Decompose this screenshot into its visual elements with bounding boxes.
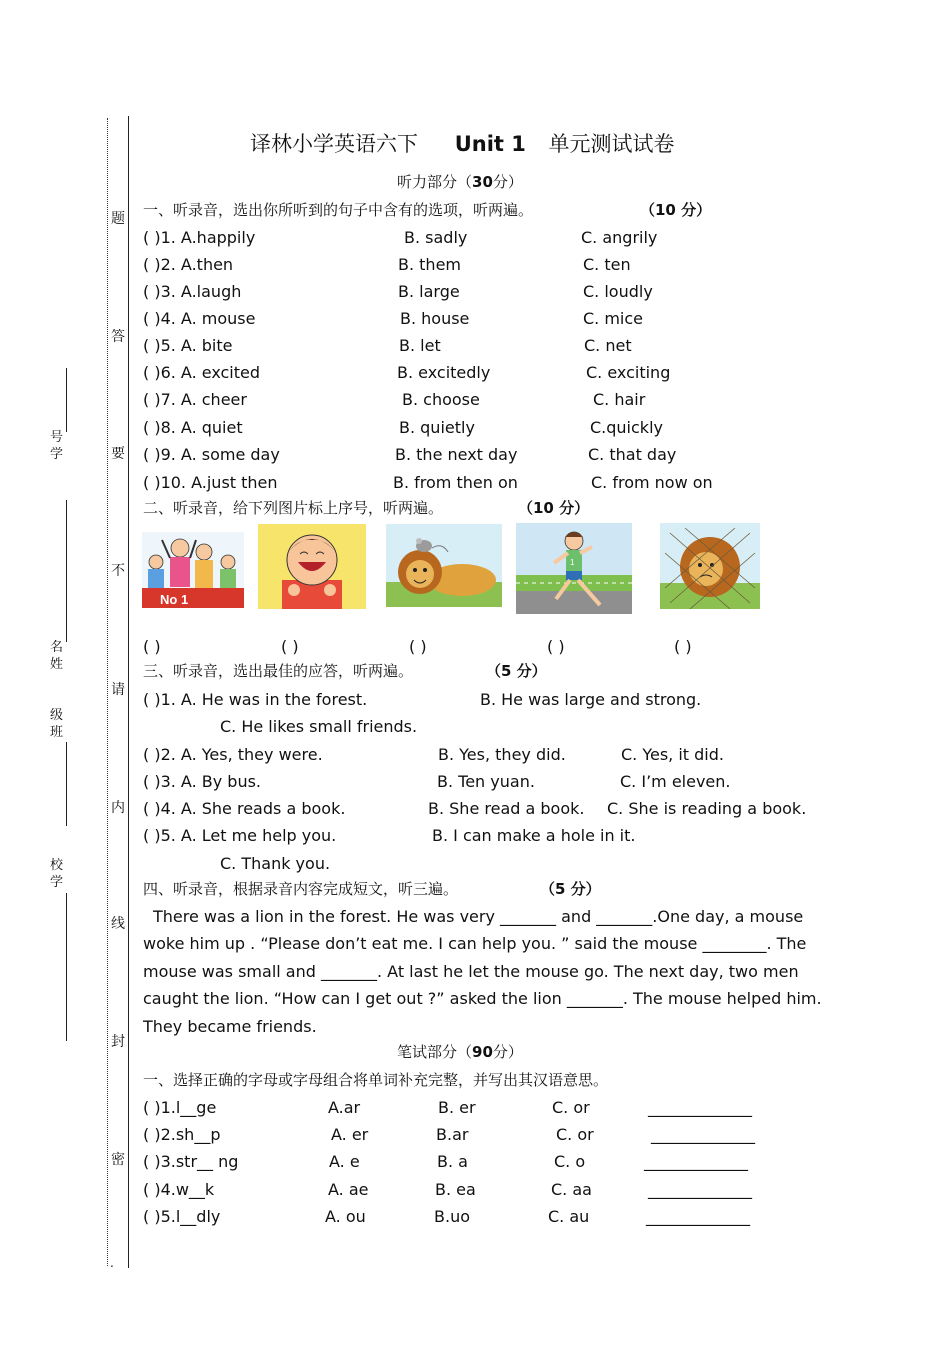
listening-score: 30 <box>472 173 493 191</box>
s1-q4: ( )4. A. mouse <box>143 309 256 328</box>
s3-q4-c: C. She is reading a book. <box>607 799 807 818</box>
s3-q2-c: C. Yes, it did. <box>621 745 724 764</box>
w1-q2-a: A. er <box>331 1125 369 1144</box>
name-label-1: 名 <box>50 640 64 655</box>
school-label-1: 校 <box>50 858 64 873</box>
written-score: 90 <box>472 1043 493 1061</box>
w1-q5: ( )5.l__dly <box>143 1207 221 1226</box>
written-label-text: 笔试部分（ <box>397 1043 473 1061</box>
section3-score: （5 分） <box>486 662 547 680</box>
svg-text:1: 1 <box>570 558 575 567</box>
seal-char: 答 <box>111 329 125 345</box>
title-unit: Unit 1 <box>454 132 526 156</box>
s1-q3-c: C. loudly <box>583 282 653 301</box>
s1-q10: ( )10. A.just then <box>143 473 278 492</box>
section3-heading: 三、听录音，选出最佳的应答，听两遍。 <box>143 662 414 680</box>
title-left: 译林小学英语六下 <box>250 132 418 156</box>
w1-q3-b: B. a <box>437 1152 468 1171</box>
listening-unit: 分） <box>492 173 523 191</box>
written-section1-heading: 一、选择正确的字母或字母组合将单词补充完整，并写出其汉语意思。 <box>143 1071 609 1089</box>
s2-answer-5: ( ) <box>674 637 692 656</box>
s1-q1-b: B. sadly <box>404 228 468 247</box>
lion-in-net-picture <box>660 523 760 609</box>
w1-q4-a: A. ae <box>328 1180 369 1199</box>
s1-q9-c: C. that day <box>588 445 677 464</box>
seal-char: 要 <box>111 446 125 462</box>
w1-q5-a: A. ou <box>325 1207 366 1226</box>
class-label-2: 班 <box>50 725 64 740</box>
margin-dot: . <box>110 1256 114 1270</box>
w1-q1-b: B. er <box>438 1098 476 1117</box>
w1-q4-b: B. ea <box>435 1180 476 1199</box>
s1-q5-c: C. net <box>584 336 632 355</box>
page-title <box>250 128 675 158</box>
s1-q2-b: B. them <box>398 255 461 274</box>
s1-q6: ( )6. A. excited <box>143 363 261 382</box>
school-line <box>66 893 67 1041</box>
seal-char: 线 <box>111 916 125 932</box>
s1-q4-b: B. house <box>400 309 470 328</box>
s3-q1: ( )1. A. He was in the forest. <box>143 690 368 709</box>
s3-q2: ( )2. A. Yes, they were. <box>143 745 323 764</box>
passage-line-3: mouse was small and _______. At last he let the mouse go. The next day, two men <box>143 962 799 981</box>
s1-q2: ( )2. A.then <box>143 255 234 274</box>
class-line <box>66 742 67 826</box>
section4-score: （5 分） <box>540 880 601 898</box>
listening-label-text: 听力部分（ <box>397 173 473 191</box>
s1-q6-b: B. excitedly <box>397 363 491 382</box>
s1-q7-c: C. hair <box>593 390 646 409</box>
binding-solid-line <box>128 116 129 1268</box>
s1-q6-c: C. exciting <box>586 363 671 382</box>
passage-line-2: woke him up . “Please don’t eat me. I can help you. ” said the mouse ________. The <box>143 934 807 953</box>
w1-q3-a: A. e <box>329 1152 360 1171</box>
class-label-1: 级 <box>50 708 64 723</box>
s1-q10-c: C. from now on <box>591 473 713 492</box>
student-id-label-1: 号 <box>50 430 64 445</box>
s3-q5-c: C. Thank you. <box>220 854 331 873</box>
s1-q5-b: B. let <box>399 336 441 355</box>
w1-q2-c: C. or <box>556 1125 594 1144</box>
seal-char: 请 <box>111 682 125 698</box>
s2-answer-1: ( ) <box>143 637 161 656</box>
w1-q4-blank[interactable]: _____________ <box>648 1180 752 1199</box>
running-boy-picture <box>516 523 632 614</box>
s1-q1-c: C. angrily <box>581 228 658 247</box>
seal-char: 密 <box>111 1152 125 1168</box>
s2-answer-3: ( ) <box>409 637 427 656</box>
s3-q4: ( )4. A. She reads a book. <box>143 799 346 818</box>
written-part-label <box>397 1041 523 1062</box>
s2-answer-4: ( ) <box>547 637 565 656</box>
w1-q1-blank[interactable]: _____________ <box>648 1098 752 1117</box>
w1-q5-blank[interactable]: _____________ <box>646 1207 750 1226</box>
s1-q8: ( )8. A. quiet <box>143 418 243 437</box>
binding-dotted-line <box>107 118 108 1266</box>
s1-q8-b: B. quietly <box>399 418 475 437</box>
s3-q4-b: B. She read a book. <box>428 799 585 818</box>
s3-q3-b: B. Ten yuan. <box>437 772 535 791</box>
w1-q2: ( )2.sh__p <box>143 1125 221 1144</box>
passage-line-4: caught the lion. “How can I get out ?” asked the lion _______. The mouse helped him. <box>143 989 822 1008</box>
s1-q10-b: B. from then on <box>393 473 518 492</box>
section1-score: （10 分） <box>640 201 712 219</box>
title-right: 单元测试试卷 <box>548 132 675 156</box>
s3-q5-b: B. I can make a hole in it. <box>432 826 636 845</box>
s3-q2-b: B. Yes, they did. <box>438 745 566 764</box>
s1-q8-c: C.quickly <box>590 418 663 437</box>
student-id-label-2: 学 <box>50 447 64 462</box>
seal-char: 内 <box>111 800 125 816</box>
section2-score: （10 分） <box>518 499 590 517</box>
s3-q3-c: C. I’m eleven. <box>620 772 731 791</box>
s3-q3: ( )3. A. By bus. <box>143 772 262 791</box>
seal-char: 题 <box>111 211 125 227</box>
name-line <box>66 500 67 642</box>
w1-q5-b: B.uo <box>434 1207 470 1226</box>
school-label-2: 学 <box>50 875 64 890</box>
s1-q3-b: B. large <box>398 282 460 301</box>
s1-q3: ( )3. A.laugh <box>143 282 242 301</box>
laughing-boy-picture <box>258 524 366 609</box>
s1-q1: ( )1. A.happily <box>143 228 256 247</box>
w1-q1-a: A.ar <box>328 1098 361 1117</box>
s1-q7: ( )7. A. cheer <box>143 390 247 409</box>
s3-q1-c: C. He likes small friends. <box>220 717 418 736</box>
passage-line-1: There was a lion in the forest. He was very _______ and _______.One day, a mouse <box>153 907 804 926</box>
section4-heading: 四、听录音，根据录音内容完成短文，听三遍。 <box>143 880 459 898</box>
w1-q2-b: B.ar <box>436 1125 469 1144</box>
w1-q4-c: C. aa <box>551 1180 592 1199</box>
name-label-2: 姓 <box>50 657 64 672</box>
s1-q2-c: C. ten <box>583 255 631 274</box>
w1-q3: ( )3.str__ ng <box>143 1152 239 1171</box>
written-unit: 分） <box>492 1043 523 1061</box>
mouse-on-lion-picture <box>386 524 502 607</box>
section2-heading: 二、听录音，给下列图片标上序号，听两遍。 <box>143 499 444 517</box>
w1-q1-c: C. or <box>552 1098 590 1117</box>
s3-q5: ( )5. A. Let me help you. <box>143 826 337 845</box>
s1-q9-b: B. the next day <box>395 445 518 464</box>
student-id-line <box>66 368 67 432</box>
passage-line-5: They became friends. <box>143 1017 317 1036</box>
listening-part-label <box>397 171 523 192</box>
w1-q4: ( )4.w__k <box>143 1180 215 1199</box>
banner-text: No 1 <box>160 592 189 607</box>
w1-q2-blank[interactable]: _____________ <box>651 1125 755 1144</box>
s2-answer-2: ( ) <box>281 637 299 656</box>
s1-q7-b: B. choose <box>402 390 480 409</box>
w1-q5-c: C. au <box>548 1207 590 1226</box>
seal-char: 不 <box>111 563 125 579</box>
cheering-children-picture <box>142 532 244 608</box>
s1-q5: ( )5. A. bite <box>143 336 233 355</box>
seal-char: 封 <box>111 1034 125 1050</box>
s1-q4-c: C. mice <box>583 309 644 328</box>
w1-q3-blank[interactable]: _____________ <box>644 1152 748 1171</box>
w1-q1: ( )1.l__ge <box>143 1098 217 1117</box>
section1-heading: 一、听录音，选出你所听到的句子中含有的选项，听两遍。 <box>143 201 534 219</box>
w1-q3-c: C. o <box>554 1152 586 1171</box>
s3-q1-b: B. He was large and strong. <box>480 690 702 709</box>
s1-q9: ( )9. A. some day <box>143 445 280 464</box>
